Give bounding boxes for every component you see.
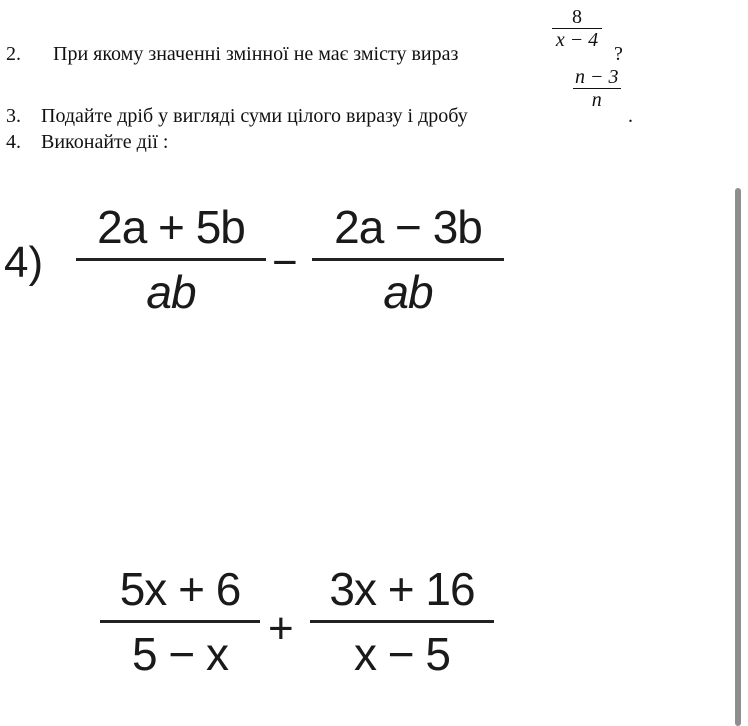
expr2-numerator-1: 5x + 6 — [100, 562, 260, 623]
expr1-fraction-1 — [76, 200, 266, 319]
expr1-numerator-2: 2a − 3b — [312, 200, 504, 261]
question-3-text: Подайте дріб у вигляді суми цілого виразу і дробу — [41, 105, 468, 127]
expr2-denominator-1: 5 − x — [131, 628, 228, 680]
expr1-operator: − — [272, 238, 298, 287]
scrollbar[interactable] — [735, 188, 741, 726]
expr2-fraction-1 — [100, 562, 260, 681]
question-2-number: 2. — [6, 43, 21, 65]
question-3-numerator: n − 3 — [575, 66, 619, 88]
question-4-number: 4. — [6, 131, 21, 153]
task-label: 4) — [4, 238, 44, 287]
question-3-denominator: n — [591, 89, 602, 111]
question-2-numerator: 8 — [552, 6, 602, 29]
question-3 — [6, 104, 468, 128]
question-2 — [6, 42, 458, 66]
expr1-numerator-1: 2a + 5b — [76, 200, 266, 261]
question-2-text: При якому значенні змінної не має змісту вираз — [53, 43, 459, 65]
question-2-fraction — [552, 6, 602, 51]
expr2-numerator-2: 3x + 16 — [310, 562, 494, 623]
question-2-suffix: ? — [614, 43, 623, 65]
question-4-text: Виконайте дії : — [41, 131, 169, 153]
expr2-operator: + — [268, 604, 294, 653]
question-4 — [6, 130, 169, 154]
question-3-fraction — [573, 66, 621, 111]
expr2-denominator-2: x − 5 — [353, 628, 450, 680]
expr2-fraction-2 — [310, 562, 494, 681]
question-2-denominator: x − 4 — [555, 29, 599, 51]
question-3-number: 3. — [6, 105, 21, 127]
question-3-suffix: . — [628, 105, 633, 127]
expr1-denominator-1: ab — [146, 266, 196, 318]
expr1-fraction-2 — [312, 200, 504, 319]
expr1-denominator-2: ab — [383, 266, 433, 318]
